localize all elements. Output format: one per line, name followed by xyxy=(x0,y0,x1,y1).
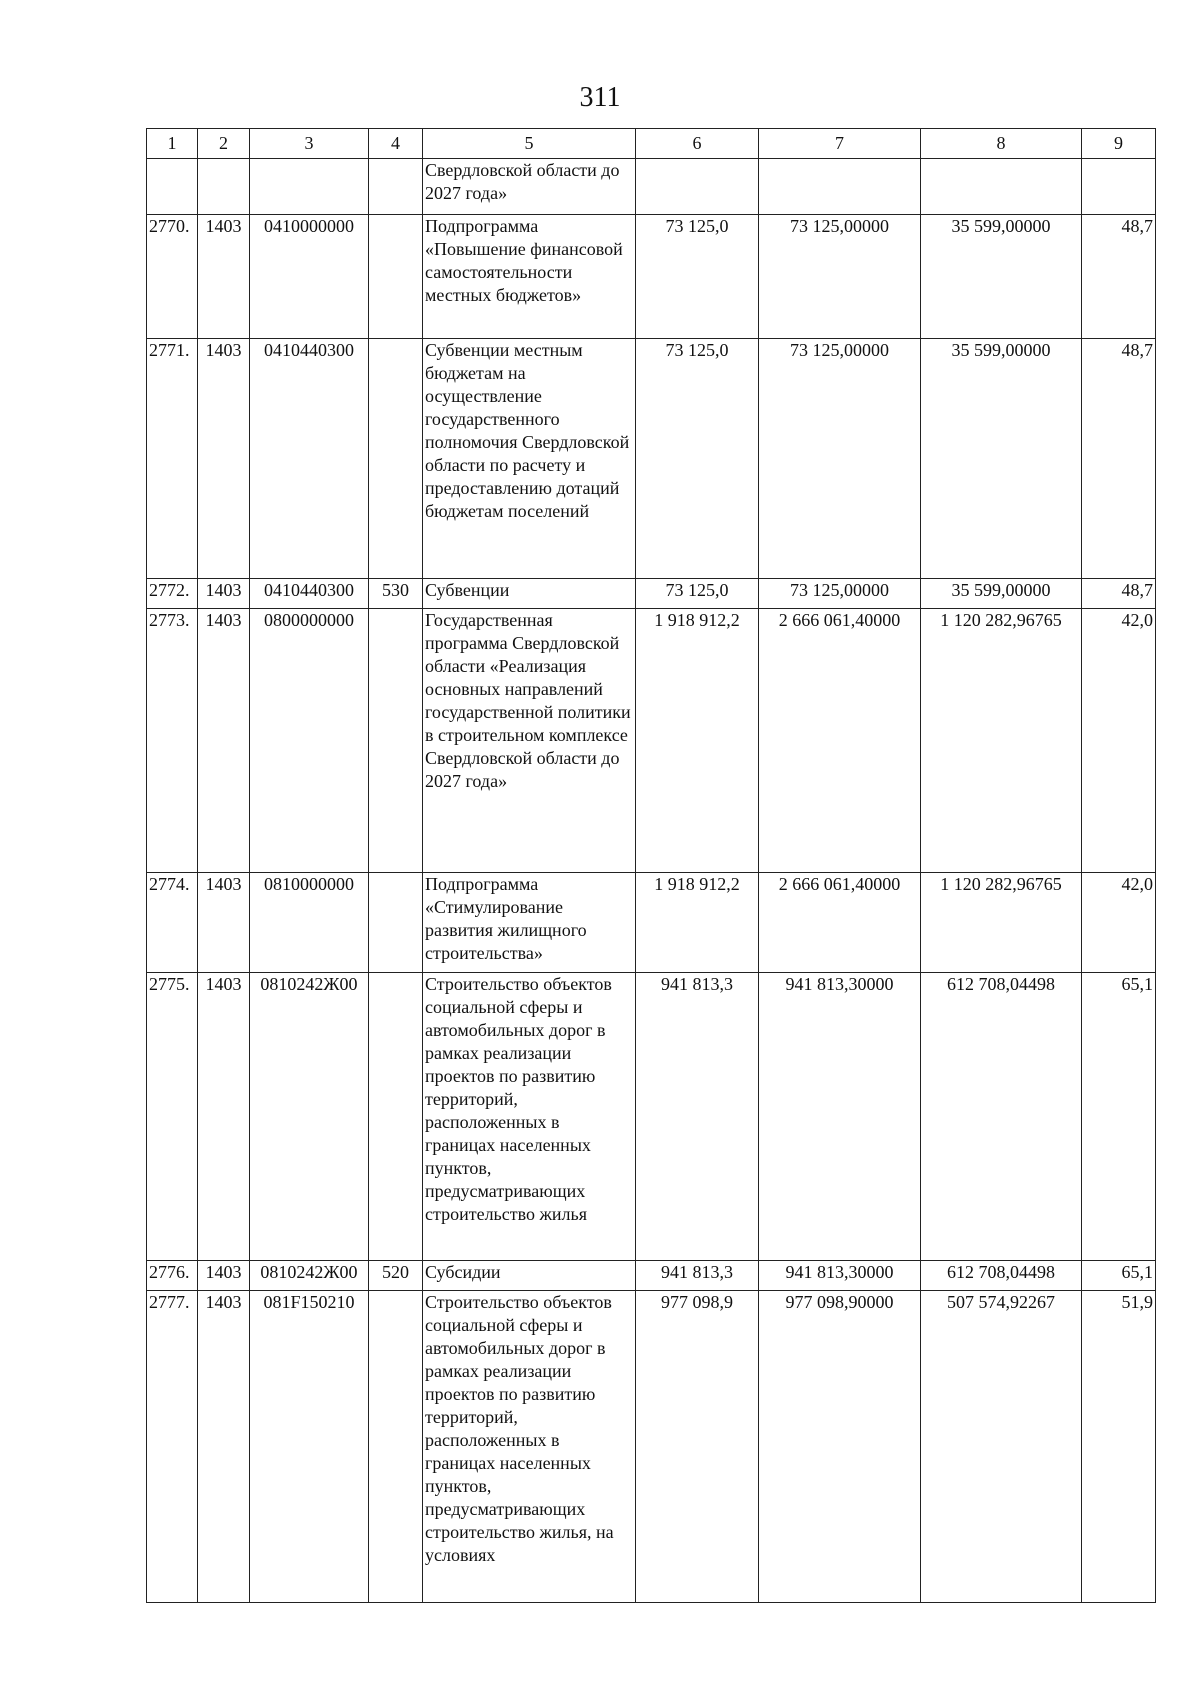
value-col-7: 73 125,00000 xyxy=(759,339,921,579)
percent-col-9: 65,1 xyxy=(1082,973,1156,1261)
value-col-7: 941 813,30000 xyxy=(759,973,921,1261)
target-article-code: 0410440300 xyxy=(250,339,369,579)
target-article-code: 0800000000 xyxy=(250,609,369,873)
value-col-6: 941 813,3 xyxy=(636,1261,759,1291)
value-col-7: 941 813,30000 xyxy=(759,1261,921,1291)
table-row xyxy=(147,609,1156,873)
table-header xyxy=(147,129,1156,159)
value-col-6 xyxy=(636,159,759,215)
value-col-8: 35 599,00000 xyxy=(921,579,1082,609)
table-row xyxy=(147,1261,1156,1291)
item-name: Субвенции xyxy=(423,579,636,609)
section-code: 1403 xyxy=(198,873,250,973)
header-cell-2: 2 xyxy=(198,129,250,159)
row-number: 2776. xyxy=(147,1261,198,1291)
table-row xyxy=(147,973,1156,1261)
value-col-8: 612 708,04498 xyxy=(921,1261,1082,1291)
value-col-8: 1 120 282,96765 xyxy=(921,873,1082,973)
item-name: Субсидии xyxy=(423,1261,636,1291)
item-name: Государственная программа Свердловской области «Реализация основных направлений государственной политики в строительном комплексе Свердловской области до 2027 года» xyxy=(423,609,636,873)
target-article-code: 0410440300 xyxy=(250,579,369,609)
row-number xyxy=(147,159,198,215)
header-cell-4: 4 xyxy=(369,129,423,159)
expense-type-code xyxy=(369,873,423,973)
table-row xyxy=(147,339,1156,579)
percent-col-9: 48,7 xyxy=(1082,339,1156,579)
value-col-8: 1 120 282,96765 xyxy=(921,609,1082,873)
row-number: 2774. xyxy=(147,873,198,973)
row-number: 2775. xyxy=(147,973,198,1261)
target-article-code: 0810242Ж00 xyxy=(250,973,369,1261)
value-col-6: 1 918 912,2 xyxy=(636,609,759,873)
header-cell-5: 5 xyxy=(423,129,636,159)
header-cell-7: 7 xyxy=(759,129,921,159)
expense-type-code xyxy=(369,215,423,339)
percent-col-9: 42,0 xyxy=(1082,873,1156,973)
expense-type-code xyxy=(369,339,423,579)
value-col-8: 507 574,92267 xyxy=(921,1291,1082,1603)
value-col-7: 977 098,90000 xyxy=(759,1291,921,1603)
table-row xyxy=(147,159,1156,215)
expense-type-code xyxy=(369,973,423,1261)
section-code: 1403 xyxy=(198,609,250,873)
header-cell-6: 6 xyxy=(636,129,759,159)
item-name: Строительство объектов социальной сферы и автомобильных дорог в рамках реализации проектов по развитию территорий, расположенных в границах населенных пунктов, предусматривающих строительство жилья xyxy=(423,973,636,1261)
section-code: 1403 xyxy=(198,339,250,579)
table-body xyxy=(147,159,1156,1603)
value-col-7 xyxy=(759,159,921,215)
section-code: 1403 xyxy=(198,579,250,609)
target-article-code: 0410000000 xyxy=(250,215,369,339)
value-col-6: 941 813,3 xyxy=(636,973,759,1261)
page-number: 311 xyxy=(579,82,621,113)
row-number: 2777. xyxy=(147,1291,198,1603)
value-col-7: 73 125,00000 xyxy=(759,579,921,609)
table-row xyxy=(147,873,1156,973)
value-col-8: 612 708,04498 xyxy=(921,973,1082,1261)
section-code: 1403 xyxy=(198,1261,250,1291)
table-row xyxy=(147,579,1156,609)
row-number: 2770. xyxy=(147,215,198,339)
value-col-6: 1 918 912,2 xyxy=(636,873,759,973)
percent-col-9: 51,9 xyxy=(1082,1291,1156,1603)
header-cell-3: 3 xyxy=(250,129,369,159)
value-col-6: 73 125,0 xyxy=(636,339,759,579)
header-cell-8: 8 xyxy=(921,129,1082,159)
header-cell-1: 1 xyxy=(147,129,198,159)
section-code: 1403 xyxy=(198,215,250,339)
target-article-code: 0810242Ж00 xyxy=(250,1261,369,1291)
row-number: 2771. xyxy=(147,339,198,579)
header-cell-9: 9 xyxy=(1082,129,1156,159)
percent-col-9: 65,1 xyxy=(1082,1261,1156,1291)
value-col-6: 73 125,0 xyxy=(636,579,759,609)
section-code: 1403 xyxy=(198,973,250,1261)
row-number: 2773. xyxy=(147,609,198,873)
item-name: Подпрограмма «Стимулирование развития жилищного строительства» xyxy=(423,873,636,973)
expense-type-code xyxy=(369,1291,423,1603)
percent-col-9 xyxy=(1082,159,1156,215)
value-col-8: 35 599,00000 xyxy=(921,339,1082,579)
value-col-7: 2 666 061,40000 xyxy=(759,609,921,873)
value-col-6: 73 125,0 xyxy=(636,215,759,339)
value-col-7: 2 666 061,40000 xyxy=(759,873,921,973)
row-number: 2772. xyxy=(147,579,198,609)
budget-table xyxy=(146,128,1156,1603)
section-code xyxy=(198,159,250,215)
value-col-7: 73 125,00000 xyxy=(759,215,921,339)
table-row xyxy=(147,215,1156,339)
percent-col-9: 48,7 xyxy=(1082,215,1156,339)
item-name: Субвенции местным бюджетам на осуществление государственного полномочия Свердловской области по расчету и предоставлению дотаций бюджетам поселений xyxy=(423,339,636,579)
percent-col-9: 48,7 xyxy=(1082,579,1156,609)
expense-type-code: 530 xyxy=(369,579,423,609)
value-col-8: 35 599,00000 xyxy=(921,215,1082,339)
value-col-8 xyxy=(921,159,1082,215)
item-name: Подпрограмма «Повышение финансовой самостоятельности местных бюджетов» xyxy=(423,215,636,339)
target-article-code: 081F150210 xyxy=(250,1291,369,1603)
value-col-6: 977 098,9 xyxy=(636,1291,759,1603)
target-article-code: 0810000000 xyxy=(250,873,369,973)
header-row xyxy=(147,129,1156,159)
item-name: Строительство объектов социальной сферы и автомобильных дорог в рамках реализации проектов по развитию территорий, расположенных в границах населенных пунктов, предусматривающих строительство жилья, на условиях xyxy=(423,1291,636,1603)
target-article-code xyxy=(250,159,369,215)
expense-type-code xyxy=(369,609,423,873)
expense-type-code xyxy=(369,159,423,215)
percent-col-9: 42,0 xyxy=(1082,609,1156,873)
item-name: Свердловской области до 2027 года» xyxy=(423,159,636,215)
table-row xyxy=(147,1291,1156,1603)
section-code: 1403 xyxy=(198,1291,250,1603)
expense-type-code: 520 xyxy=(369,1261,423,1291)
